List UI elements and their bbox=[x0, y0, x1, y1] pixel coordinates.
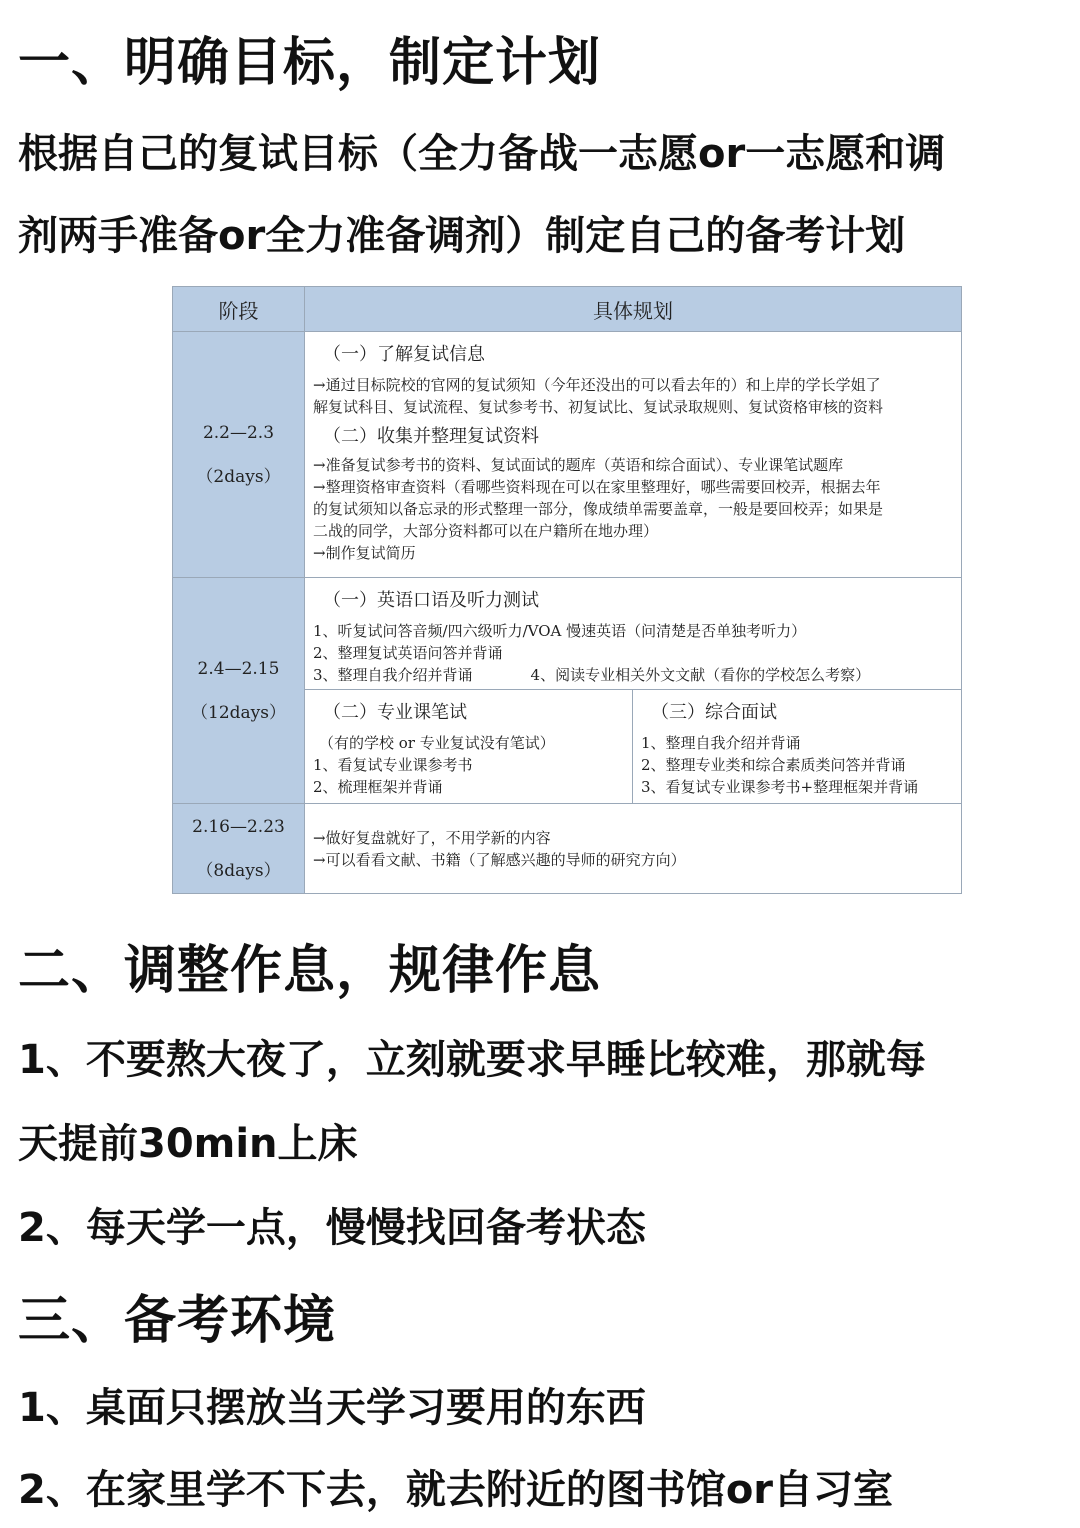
stage-1-text: →准备复试参考书的资料、复试面试的题库（英语和综合面试）、专业课笔试题库 bbox=[313, 456, 844, 474]
stage-1 bbox=[173, 332, 305, 578]
stage-3-plan bbox=[305, 804, 962, 894]
section-3-title: 三、备考环境 bbox=[18, 1291, 337, 1351]
stage-2-sub-2: （二）专业课笔试 bbox=[323, 702, 467, 723]
stage-2-text bbox=[305, 664, 961, 686]
stage-2 bbox=[173, 578, 305, 804]
section-2-item-1b: 天提前30min上床 bbox=[18, 1121, 358, 1167]
stage-2-sub-3: （三）综合面试 bbox=[651, 702, 777, 723]
stage-2-item-3: 3、整理自我介绍并背诵 bbox=[313, 666, 473, 684]
header-plan: 具体规划 bbox=[305, 287, 962, 332]
stage-2-text: 1、听复试问答音频/四六级听力/VOA 慢速英语（问清楚是否单独考听力） bbox=[313, 622, 807, 640]
stage-1-text: →通过目标院校的官网的复试须知（今年还没出的可以看去年的）和上岸的学长学姐了 bbox=[313, 376, 881, 394]
stage-1-days: （2days） bbox=[196, 466, 281, 487]
stage-3-range: 2.16—2.23 bbox=[192, 816, 285, 837]
stage-2-interview bbox=[633, 690, 962, 804]
study-plan-table bbox=[172, 286, 962, 894]
stage-2-text: 2、整理复试英语问答并背诵 bbox=[313, 644, 503, 662]
stage-1-text: 二战的同学，大部分资料都可以在户籍所在地办理） bbox=[313, 522, 659, 540]
stage-2-text: 3、看复试专业课参考书+整理框架并背诵 bbox=[641, 778, 919, 796]
section-3-item-2: 2、在家里学不下去，就去附近的图书馆or自习室 bbox=[18, 1467, 894, 1513]
stage-1-plan bbox=[305, 332, 962, 578]
section-2-title: 二、调整作息，规律作息 bbox=[18, 941, 602, 1001]
stage-3-text: →做好复盘就好了，不用学新的内容 bbox=[313, 828, 551, 847]
section-1-line-2: 剂两手准备or全力准备调剂）制定自己的备考计划 bbox=[18, 213, 906, 259]
section-2-item-1a: 1、不要熬大夜了，立刻就要求早睡比较难，那就每 bbox=[18, 1037, 926, 1083]
section-1-title: 一、明确目标，制定计划 bbox=[18, 33, 602, 93]
section-3-item-1: 1、桌面只摆放当天学习要用的东西 bbox=[18, 1385, 646, 1431]
stage-2-written-exam bbox=[305, 690, 633, 804]
stage-1-sub-1: （一）了解复试信息 bbox=[323, 344, 485, 365]
stage-2-sub-1: （一）英语口语及听力测试 bbox=[323, 590, 539, 611]
stage-2-item-4: 4、阅读专业相关外文文献（看你的学校怎么考察） bbox=[530, 666, 871, 684]
stage-2-text: 2、梳理框架并背诵 bbox=[313, 778, 443, 796]
stage-1-text: →整理资格审查资料（看哪些资料现在可以在家里整理好，哪些需要回校弄，根据去年 bbox=[313, 478, 881, 496]
stage-1-text: 的复试须知以备忘录的形式整理一部分，像成绩单需要盖章，一般是要回校弄；如果是 bbox=[313, 500, 884, 518]
stage-3-days: （8days） bbox=[196, 860, 281, 881]
header-stage: 阶段 bbox=[173, 287, 305, 332]
stage-1-range: 2.2—2.3 bbox=[202, 422, 275, 443]
stage-2-text: 1、看复试专业课参考书 bbox=[313, 756, 473, 774]
stage-2-text: 2、整理专业类和综合素质类问答并背诵 bbox=[641, 756, 906, 774]
stage-3 bbox=[173, 804, 305, 894]
stage-1-sub-2: （二）收集并整理复试资料 bbox=[323, 426, 539, 447]
stage-2-text: （有的学校 or 专业复试没有笔试） bbox=[319, 734, 555, 752]
section-1-line-1: 根据自己的复试目标（全力备战一志愿or一志愿和调 bbox=[18, 131, 946, 177]
stage-3-text: →可以看看文献、书籍（了解感兴趣的导师的研究方向） bbox=[313, 850, 686, 869]
stage-2-english bbox=[305, 578, 962, 690]
stage-1-text: 解复试科目、复试流程、复试参考书、初复试比、复试录取规则、复试资格审核的资料 bbox=[313, 398, 884, 416]
section-2-item-2: 2、每天学一点，慢慢找回备考状态 bbox=[18, 1205, 646, 1251]
stage-2-range: 2.4—2.15 bbox=[197, 658, 280, 679]
stage-2-text: 1、整理自我介绍并背诵 bbox=[641, 734, 801, 752]
stage-1-text: →制作复试简历 bbox=[313, 544, 416, 562]
stage-2-days: （12days） bbox=[191, 702, 286, 723]
